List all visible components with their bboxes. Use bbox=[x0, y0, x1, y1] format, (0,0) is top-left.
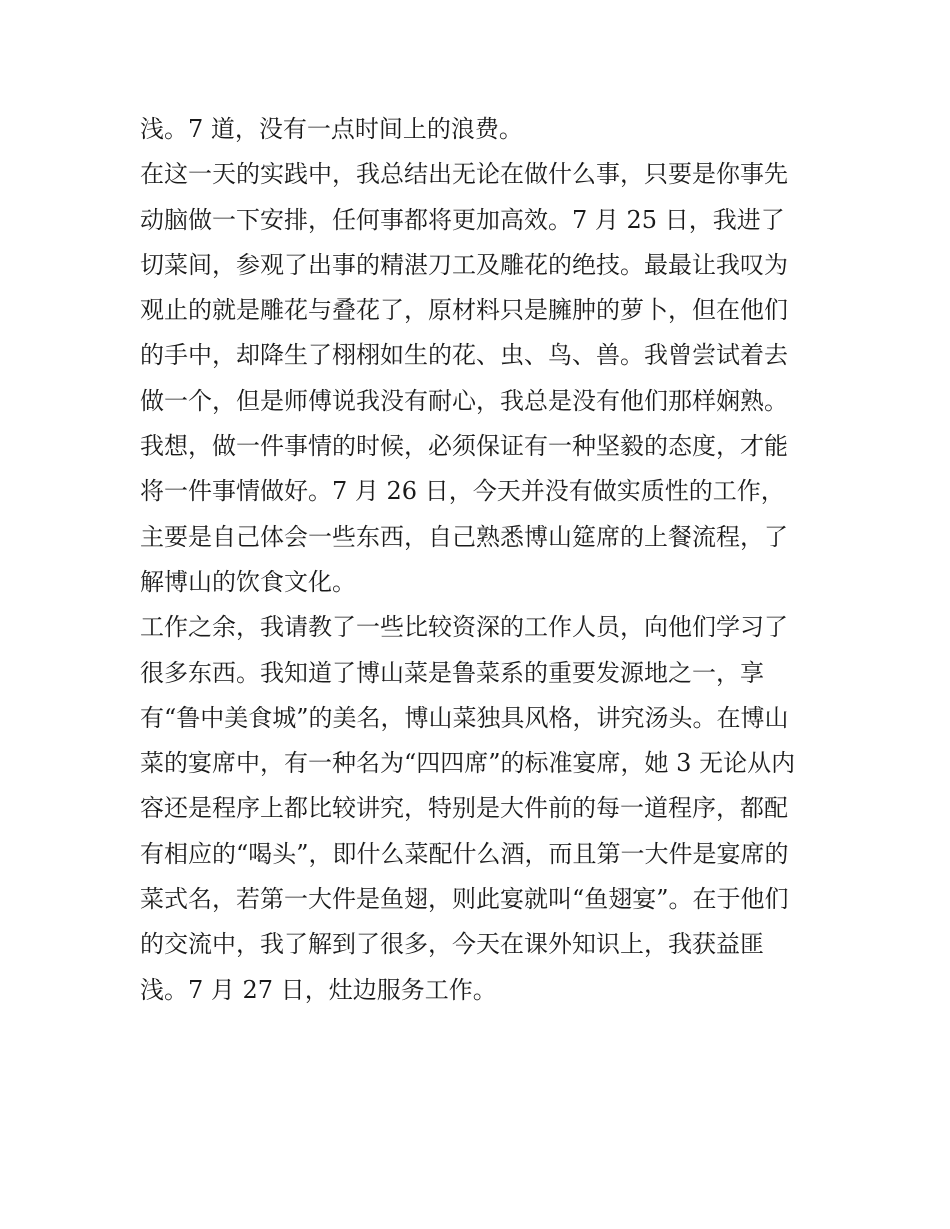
body-text bbox=[140, 107, 830, 1013]
text-line: 浅。7 月 27 日，灶边服务工作。 bbox=[140, 975, 497, 1004]
text-line: 做一个，但是师傅说我没有耐心，我总是没有他们那样娴熟。 bbox=[140, 386, 788, 415]
text-line: 观止的就是雕花与叠花了，原材料只是臃肿的萝卜，但在他们 bbox=[140, 296, 788, 325]
text-line: 在这一天的实践中，我总结出无论在做什么事，只要是你事先 bbox=[140, 160, 788, 189]
text-line: 的交流中，我了解到了很多，今天在课外知识上，我获益匪 bbox=[140, 930, 764, 959]
text-line: 菜的宴席中，有一种名为“四四席”的标准宴席，她 3 无论从内 bbox=[140, 749, 796, 778]
text-line: 动脑做一下安排，任何事都将更加高效。7 月 25 日，我进了 bbox=[140, 205, 785, 234]
text-line: 浅。7 道，没有一点时间上的浪费。 bbox=[140, 115, 523, 143]
text-line: 切菜间，参观了出事的精湛刀工及雕花的绝技。最最让我叹为 bbox=[140, 250, 788, 279]
text-line: 容还是程序上都比较讲究，特别是大件前的每一道程序，都配 bbox=[140, 794, 788, 823]
text-line: 很多东西。我知道了博山菜是鲁菜系的重要发源地之一，享 bbox=[140, 658, 764, 687]
text-line: 有相应的“喝头”，即什么菜配什么酒，而且第一大件是宴席的 bbox=[140, 839, 789, 868]
text-line: 工作之余，我请教了一些比较资深的工作人员，向他们学习了 bbox=[140, 613, 788, 642]
text-line: 将一件事情做好。7 月 26 日，今天并没有做实质性的工作， bbox=[140, 477, 785, 506]
text-line: 主要是自己体会一些东西，自己熟悉博山筵席的上餐流程，了 bbox=[140, 522, 788, 551]
text-line: 的手中，却降生了栩栩如生的花、虫、鸟、兽。我曾尝试着去 bbox=[140, 341, 788, 370]
text-line: 有“鲁中美食城”的美名，博山菜独具风格，讲究汤头。在博山 bbox=[140, 703, 789, 732]
text-line: 我想，做一件事情的时候，必须保证有一种坚毅的态度，才能 bbox=[140, 432, 788, 461]
text-line: 菜式名，若第一大件是鱼翅，则此宴就叫“鱼翅宴”。在于他们 bbox=[140, 885, 789, 914]
text-line: 解博山的饮食文化。 bbox=[140, 567, 356, 596]
